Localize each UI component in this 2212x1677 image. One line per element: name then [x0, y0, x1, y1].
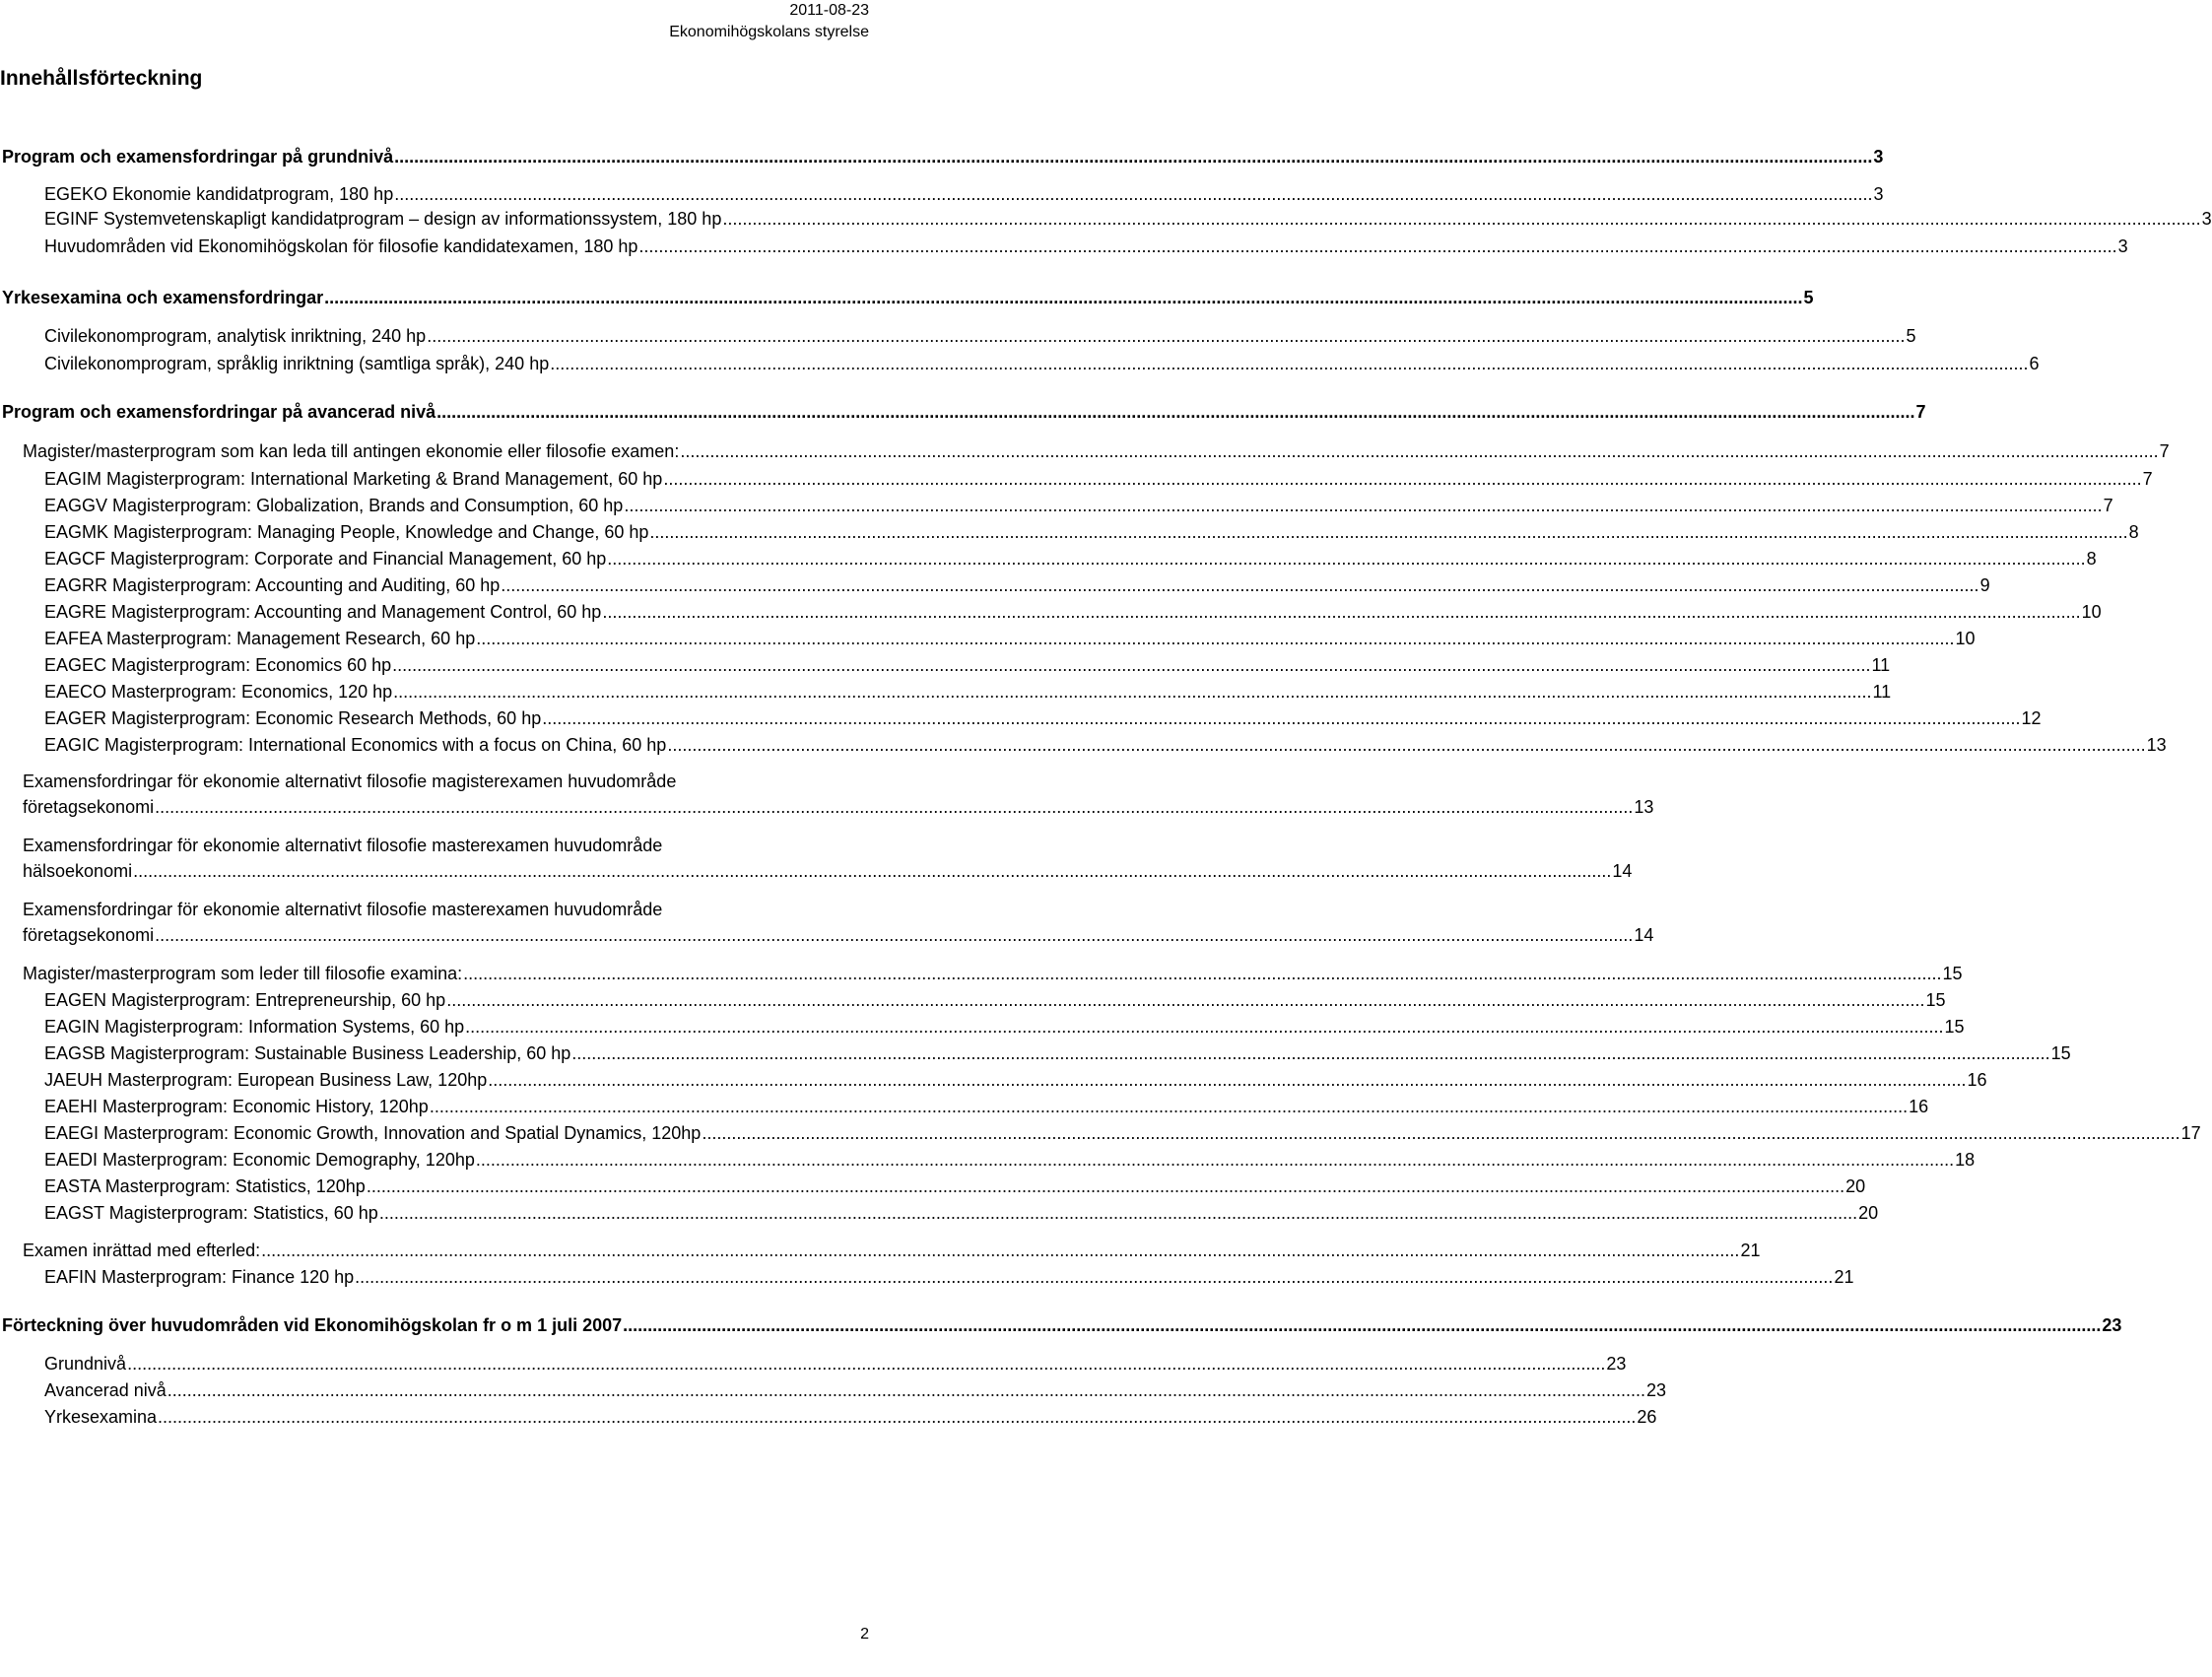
toc-entry-text: EAGCF Magisterprogram: Corporate and Financial Management, 60 hp — [44, 549, 607, 569]
toc-leader-dots: ............................................................................................................................................................................................................................................................................................................ — [158, 1407, 1637, 1427]
toc-entry[interactable] — [44, 735, 2167, 756]
toc-entry-page: 16 — [1967, 1070, 1987, 1090]
toc-entry-text: EAGIM Magisterprogram: International Marketing & Brand Management, 60 hp — [44, 469, 663, 489]
toc-leader-dots: ............................................................................................................................................................................................................................................................................................................ — [394, 147, 1873, 167]
toc-entry[interactable] — [44, 1150, 1976, 1171]
toc-leader-dots: ............................................................................................................................................................................................................................................................................................................ — [602, 602, 2081, 622]
toc-entry[interactable] — [23, 861, 1633, 882]
toc-entry-text: EASTA Masterprogram: Statistics, 120hp — [44, 1176, 366, 1196]
toc-entry-text: Förteckning över huvudområden vid Ekonomihögskolan fr o m 1 juli 2007 — [2, 1315, 623, 1335]
toc-entry-page: 15 — [2050, 1043, 2071, 1063]
toc-entry[interactable] — [44, 629, 1976, 649]
toc-leader-dots: ............................................................................................................................................................................................................................................................................................................ — [436, 402, 1915, 422]
toc-entry-text: Civilekonomprogram, analytisk inriktning, 240 hp — [44, 326, 427, 346]
toc-entry-first-line — [23, 900, 869, 920]
toc-entry[interactable] — [44, 1070, 1987, 1091]
toc-entry[interactable] — [44, 1354, 1627, 1375]
toc-entry[interactable] — [44, 184, 1884, 205]
toc-entry-page: 12 — [2021, 708, 2042, 728]
toc-entry-page: 9 — [1979, 575, 1990, 595]
toc-entry[interactable] — [44, 990, 1946, 1011]
toc-entry-text: Yrkesexamina och examensfordringar — [2, 288, 324, 307]
toc-leader-dots: ............................................................................................................................................................................................................................................................................................................ — [722, 209, 2201, 229]
toc-leader-dots: ............................................................................................................................................................................................................................................................................................................ — [542, 708, 2021, 728]
toc-entry-text: EAGST Magisterprogram: Statistics, 60 hp — [44, 1203, 378, 1223]
toc-entry-page: 7 — [2142, 469, 2153, 489]
toc-entry-page: 15 — [1944, 1017, 1965, 1037]
toc-entry-text: Examen inrättad med efterled: — [23, 1241, 261, 1260]
toc-entry-text-continued: företagsekonomi — [23, 925, 155, 945]
toc-entry-text: Civilekonomprogram, språklig inriktning (samtliga språk), 240 hp — [44, 354, 550, 373]
toc-entry[interactable] — [23, 925, 1654, 946]
toc-leader-dots: ............................................................................................................................................................................................................................................................................................................ — [155, 797, 1634, 817]
toc-entry-text: EAGGV Magisterprogram: Globalization, Brands and Consumption, 60 hp — [44, 496, 624, 515]
toc-entry-page: 3 — [1873, 147, 1884, 167]
toc-entry-page: 14 — [1634, 925, 1654, 945]
toc-entry-text: EAGIN Magisterprogram: Information Systems, 60 hp — [44, 1017, 465, 1037]
toc-entry-text: Avancerad nivå — [44, 1380, 167, 1400]
toc-leader-dots: ............................................................................................................................................................................................................................................................................................................ — [702, 1123, 2180, 1143]
toc-entry[interactable] — [2, 147, 1884, 168]
page-header — [669, 0, 869, 43]
toc-entry-text: Program och examensfordringar på avancerad nivå — [2, 402, 436, 422]
toc-leader-dots: ............................................................................................................................................................................................................................................................................................................ — [366, 1176, 1845, 1196]
toc-leader-dots: ............................................................................................................................................................................................................................................................................................................ — [355, 1267, 1834, 1287]
toc-leader-dots: ............................................................................................................................................................................................................................................................................................................ — [501, 575, 1979, 595]
toc-entry-page: 13 — [2146, 735, 2167, 755]
toc-entry-page: 5 — [1803, 288, 1814, 307]
toc-entry-text-continued: företagsekonomi — [23, 797, 155, 817]
toc-entry-page: 10 — [1955, 629, 1976, 648]
toc-leader-dots: ............................................................................................................................................................................................................................................................................................................ — [649, 522, 2128, 542]
toc-leader-dots: ............................................................................................................................................................................................................................................................................................................ — [394, 184, 1873, 204]
toc-entry-text: Grundnivå — [44, 1354, 127, 1374]
toc-entry-page: 3 — [2201, 209, 2212, 229]
toc-entry-page: 15 — [1942, 964, 1963, 983]
toc-entry[interactable] — [44, 1203, 1879, 1224]
toc-entry-page: 21 — [1834, 1267, 1854, 1287]
toc-entry[interactable] — [23, 797, 1654, 818]
toc-entry-first-line — [23, 836, 869, 856]
toc-entry-page: 23 — [1606, 1354, 1627, 1374]
toc-entry[interactable] — [44, 522, 2139, 543]
toc-entry-text: Yrkesexamina — [44, 1407, 158, 1427]
toc-entry-text: JAEUH Masterprogram: European Business Law, 120hp — [44, 1070, 488, 1090]
toc-entry-page: 11 — [1871, 655, 1891, 675]
toc-entry-text: EAFIN Masterprogram: Finance 120 hp — [44, 1267, 355, 1287]
toc-entry[interactable] — [2, 402, 1926, 423]
toc-entry-page: 20 — [1858, 1203, 1879, 1223]
toc-leader-dots: ............................................................................................................................................................................................................................................................................................................ — [607, 549, 2086, 569]
toc-entry[interactable] — [44, 1043, 2071, 1064]
toc-leader-dots: ............................................................................................................................................................................................................................................................................................................ — [624, 496, 2103, 515]
toc-entry-page: 8 — [2128, 522, 2139, 542]
toc-entry-text: EAEHI Masterprogram: Economic History, 120hp — [44, 1097, 429, 1116]
toc-entry-text: Program och examensfordringar på grundnivå — [2, 147, 394, 167]
toc-leader-dots: ............................................................................................................................................................................................................................................................................................................ — [680, 441, 2159, 461]
toc-leader-dots: ............................................................................................................................................................................................................................................................................................................ — [667, 735, 2146, 755]
toc-entry-text: EGINF Systemvetenskapligt kandidatprogram – design av informationssystem, 180 hp — [44, 209, 722, 229]
toc-leader-dots: ............................................................................................................................................................................................................................................................................................................ — [623, 1315, 2102, 1335]
toc-entry[interactable] — [2, 1315, 2122, 1336]
toc-entry-text: Magister/masterprogram som leder till filosofie examina: — [23, 964, 463, 983]
toc-entry-page: 13 — [1634, 797, 1654, 817]
toc-entry[interactable] — [44, 1407, 1657, 1428]
toc-entry-page: 5 — [1906, 326, 1916, 346]
toc-entry-text: EAECO Masterprogram: Economics, 120 hp — [44, 682, 393, 702]
toc-entry-page: 8 — [2086, 549, 2097, 569]
toc-leader-dots: ............................................................................................................................................................................................................................................................................................................ — [393, 682, 1872, 702]
toc-entry-page: 16 — [1909, 1097, 1929, 1116]
toc-entry-page: 18 — [1955, 1150, 1976, 1170]
toc-leader-dots: ............................................................................................................................................................................................................................................................................................................ — [127, 1354, 1606, 1374]
toc-entry-text: EAGEC Magisterprogram: Economics 60 hp — [44, 655, 392, 675]
toc-leader-dots: ............................................................................................................................................................................................................................................................................................................ — [550, 354, 2029, 373]
toc-entry[interactable] — [44, 496, 2113, 516]
toc-entry[interactable] — [44, 236, 2128, 257]
toc-entry[interactable] — [44, 1123, 2201, 1144]
toc-entry-page: 6 — [2029, 354, 2040, 373]
toc-leader-dots: ............................................................................................................................................................................................................................................................................................................ — [463, 964, 1942, 983]
toc-entry-text: EAGRE Magisterprogram: Accounting and Management Control, 60 hp — [44, 602, 602, 622]
toc-entry-page: 23 — [1646, 1380, 1667, 1400]
toc-entry[interactable] — [44, 1176, 1866, 1197]
toc-leader-dots: ............................................................................................................................................................................................................................................................................................................ — [663, 469, 2142, 489]
toc-entry-text: Magister/masterprogram som kan leda till antingen ekonomie eller filosofie examen: — [23, 441, 680, 461]
toc-entry-page: 14 — [1612, 861, 1633, 881]
toc-entry-text: EGEKO Ekonomie kandidatprogram, 180 hp — [44, 184, 394, 204]
toc-entry[interactable] — [44, 1380, 1667, 1401]
toc-entry-page: 23 — [2102, 1315, 2122, 1335]
toc-entry-text: EAGRR Magisterprogram: Accounting and Auditing, 60 hp — [44, 575, 501, 595]
toc-entry[interactable] — [44, 1097, 1929, 1117]
toc-entry[interactable] — [44, 354, 2040, 374]
toc-leader-dots: ............................................................................................................................................................................................................................................................................................................ — [465, 1017, 1944, 1037]
toc-entry-page: 3 — [1873, 184, 1884, 204]
toc-entry-text: EAGER Magisterprogram: Economic Research Methods, 60 hp — [44, 708, 542, 728]
toc-entry[interactable] — [44, 1017, 1965, 1038]
toc-entry-page: 3 — [2117, 236, 2128, 256]
toc-leader-dots: ............................................................................................................................................................................................................................................................................................................ — [392, 655, 1871, 675]
toc-leader-dots: ............................................................................................................................................................................................................................................................................................................ — [638, 236, 2117, 256]
toc-entry-page: 11 — [1872, 682, 1892, 702]
toc-entry[interactable] — [44, 326, 1916, 347]
toc-leader-dots: ............................................................................................................................................................................................................................................................................................................ — [427, 326, 1906, 346]
toc-entry[interactable] — [44, 655, 1891, 676]
toc-entry-first-line — [23, 771, 869, 792]
toc-entry[interactable] — [44, 549, 2097, 570]
toc-entry-text: Examensfordringar för ekonomie alternativt filosofie masterexamen huvudområde — [23, 900, 663, 919]
toc-entry-page: 20 — [1845, 1176, 1866, 1196]
toc-entry-text: Examensfordringar för ekonomie alternativt filosofie magisterexamen huvudområde — [23, 771, 677, 791]
toc-entry-text: Examensfordringar för ekonomie alternativt filosofie masterexamen huvudområde — [23, 836, 663, 855]
toc-entry[interactable] — [44, 469, 2153, 490]
toc-entry-page: 7 — [1915, 402, 1926, 422]
toc-leader-dots: ............................................................................................................................................................................................................................................................................................................ — [261, 1241, 1740, 1260]
toc-entry-text: EAEDI Masterprogram: Economic Demography, 120hp — [44, 1150, 475, 1170]
toc-entry-page: 10 — [2081, 602, 2102, 622]
toc-leader-dots: ............................................................................................................................................................................................................................................................................................................ — [324, 288, 1803, 307]
toc-entry[interactable] — [44, 602, 2102, 623]
toc-entry-text: EAFEA Masterprogram: Management Research, 60 hp — [44, 629, 476, 648]
toc-entry[interactable] — [23, 964, 1963, 984]
toc-entry[interactable] — [44, 708, 2042, 729]
toc-entry-text-continued: hälsoekonomi — [23, 861, 133, 881]
header-organization: Ekonomihögskolans styrelse — [669, 24, 869, 40]
toc-title: Innehållsförteckning — [0, 67, 203, 90]
toc-entry[interactable] — [2, 288, 1814, 308]
toc-leader-dots: ............................................................................................................................................................................................................................................................................................................ — [476, 629, 1955, 648]
toc-entry-page: 17 — [2180, 1123, 2201, 1143]
toc-entry-text: EAGIC Magisterprogram: International Economics with a focus on China, 60 hp — [44, 735, 667, 755]
toc-leader-dots: ............................................................................................................................................................................................................................................................................................................ — [475, 1150, 1955, 1170]
toc-leader-dots: ............................................................................................................................................................................................................................................................................................................ — [429, 1097, 1909, 1116]
toc-leader-dots: ............................................................................................................................................................................................................................................................................................................ — [155, 925, 1634, 945]
toc-entry-text: EAGEN Magisterprogram: Entrepreneurship, 60 hp — [44, 990, 446, 1010]
toc-entry-text: EAGSB Magisterprogram: Sustainable Business Leadership, 60 hp — [44, 1043, 571, 1063]
toc-leader-dots: ............................................................................................................................................................................................................................................................................................................ — [488, 1070, 1967, 1090]
toc-entry[interactable] — [44, 1267, 1854, 1288]
toc-entry-page: 15 — [1925, 990, 1946, 1010]
toc-leader-dots: ............................................................................................................................................................................................................................................................................................................ — [378, 1203, 1858, 1223]
toc-leader-dots: ............................................................................................................................................................................................................................................................................................................ — [571, 1043, 2050, 1063]
toc-leader-dots: ............................................................................................................................................................................................................................................................................................................ — [446, 990, 1925, 1010]
page-number: 2 — [860, 1626, 869, 1643]
toc-entry[interactable] — [44, 575, 1990, 596]
toc-entry-page: 26 — [1637, 1407, 1657, 1427]
toc-entry-page: 7 — [2159, 441, 2170, 461]
toc-entry[interactable] — [44, 209, 2212, 230]
toc-entry-page: 7 — [2103, 496, 2113, 515]
toc-entry[interactable] — [23, 441, 2170, 462]
toc-entry-page: 21 — [1740, 1241, 1761, 1260]
toc-entry-text: Huvudområden vid Ekonomihögskolan för filosofie kandidatexamen, 180 hp — [44, 236, 638, 256]
toc-entry[interactable] — [23, 1241, 1761, 1261]
header-date: 2011-08-23 — [789, 2, 869, 19]
toc-leader-dots: ............................................................................................................................................................................................................................................................................................................ — [167, 1380, 1646, 1400]
toc-leader-dots: ............................................................................................................................................................................................................................................................................................................ — [133, 861, 1612, 881]
toc-entry-text: EAEGI Masterprogram: Economic Growth, Innovation and Spatial Dynamics, 120hp — [44, 1123, 702, 1143]
toc-entry-text: EAGMK Magisterprogram: Managing People, Knowledge and Change, 60 hp — [44, 522, 649, 542]
toc-entry[interactable] — [44, 682, 1892, 703]
